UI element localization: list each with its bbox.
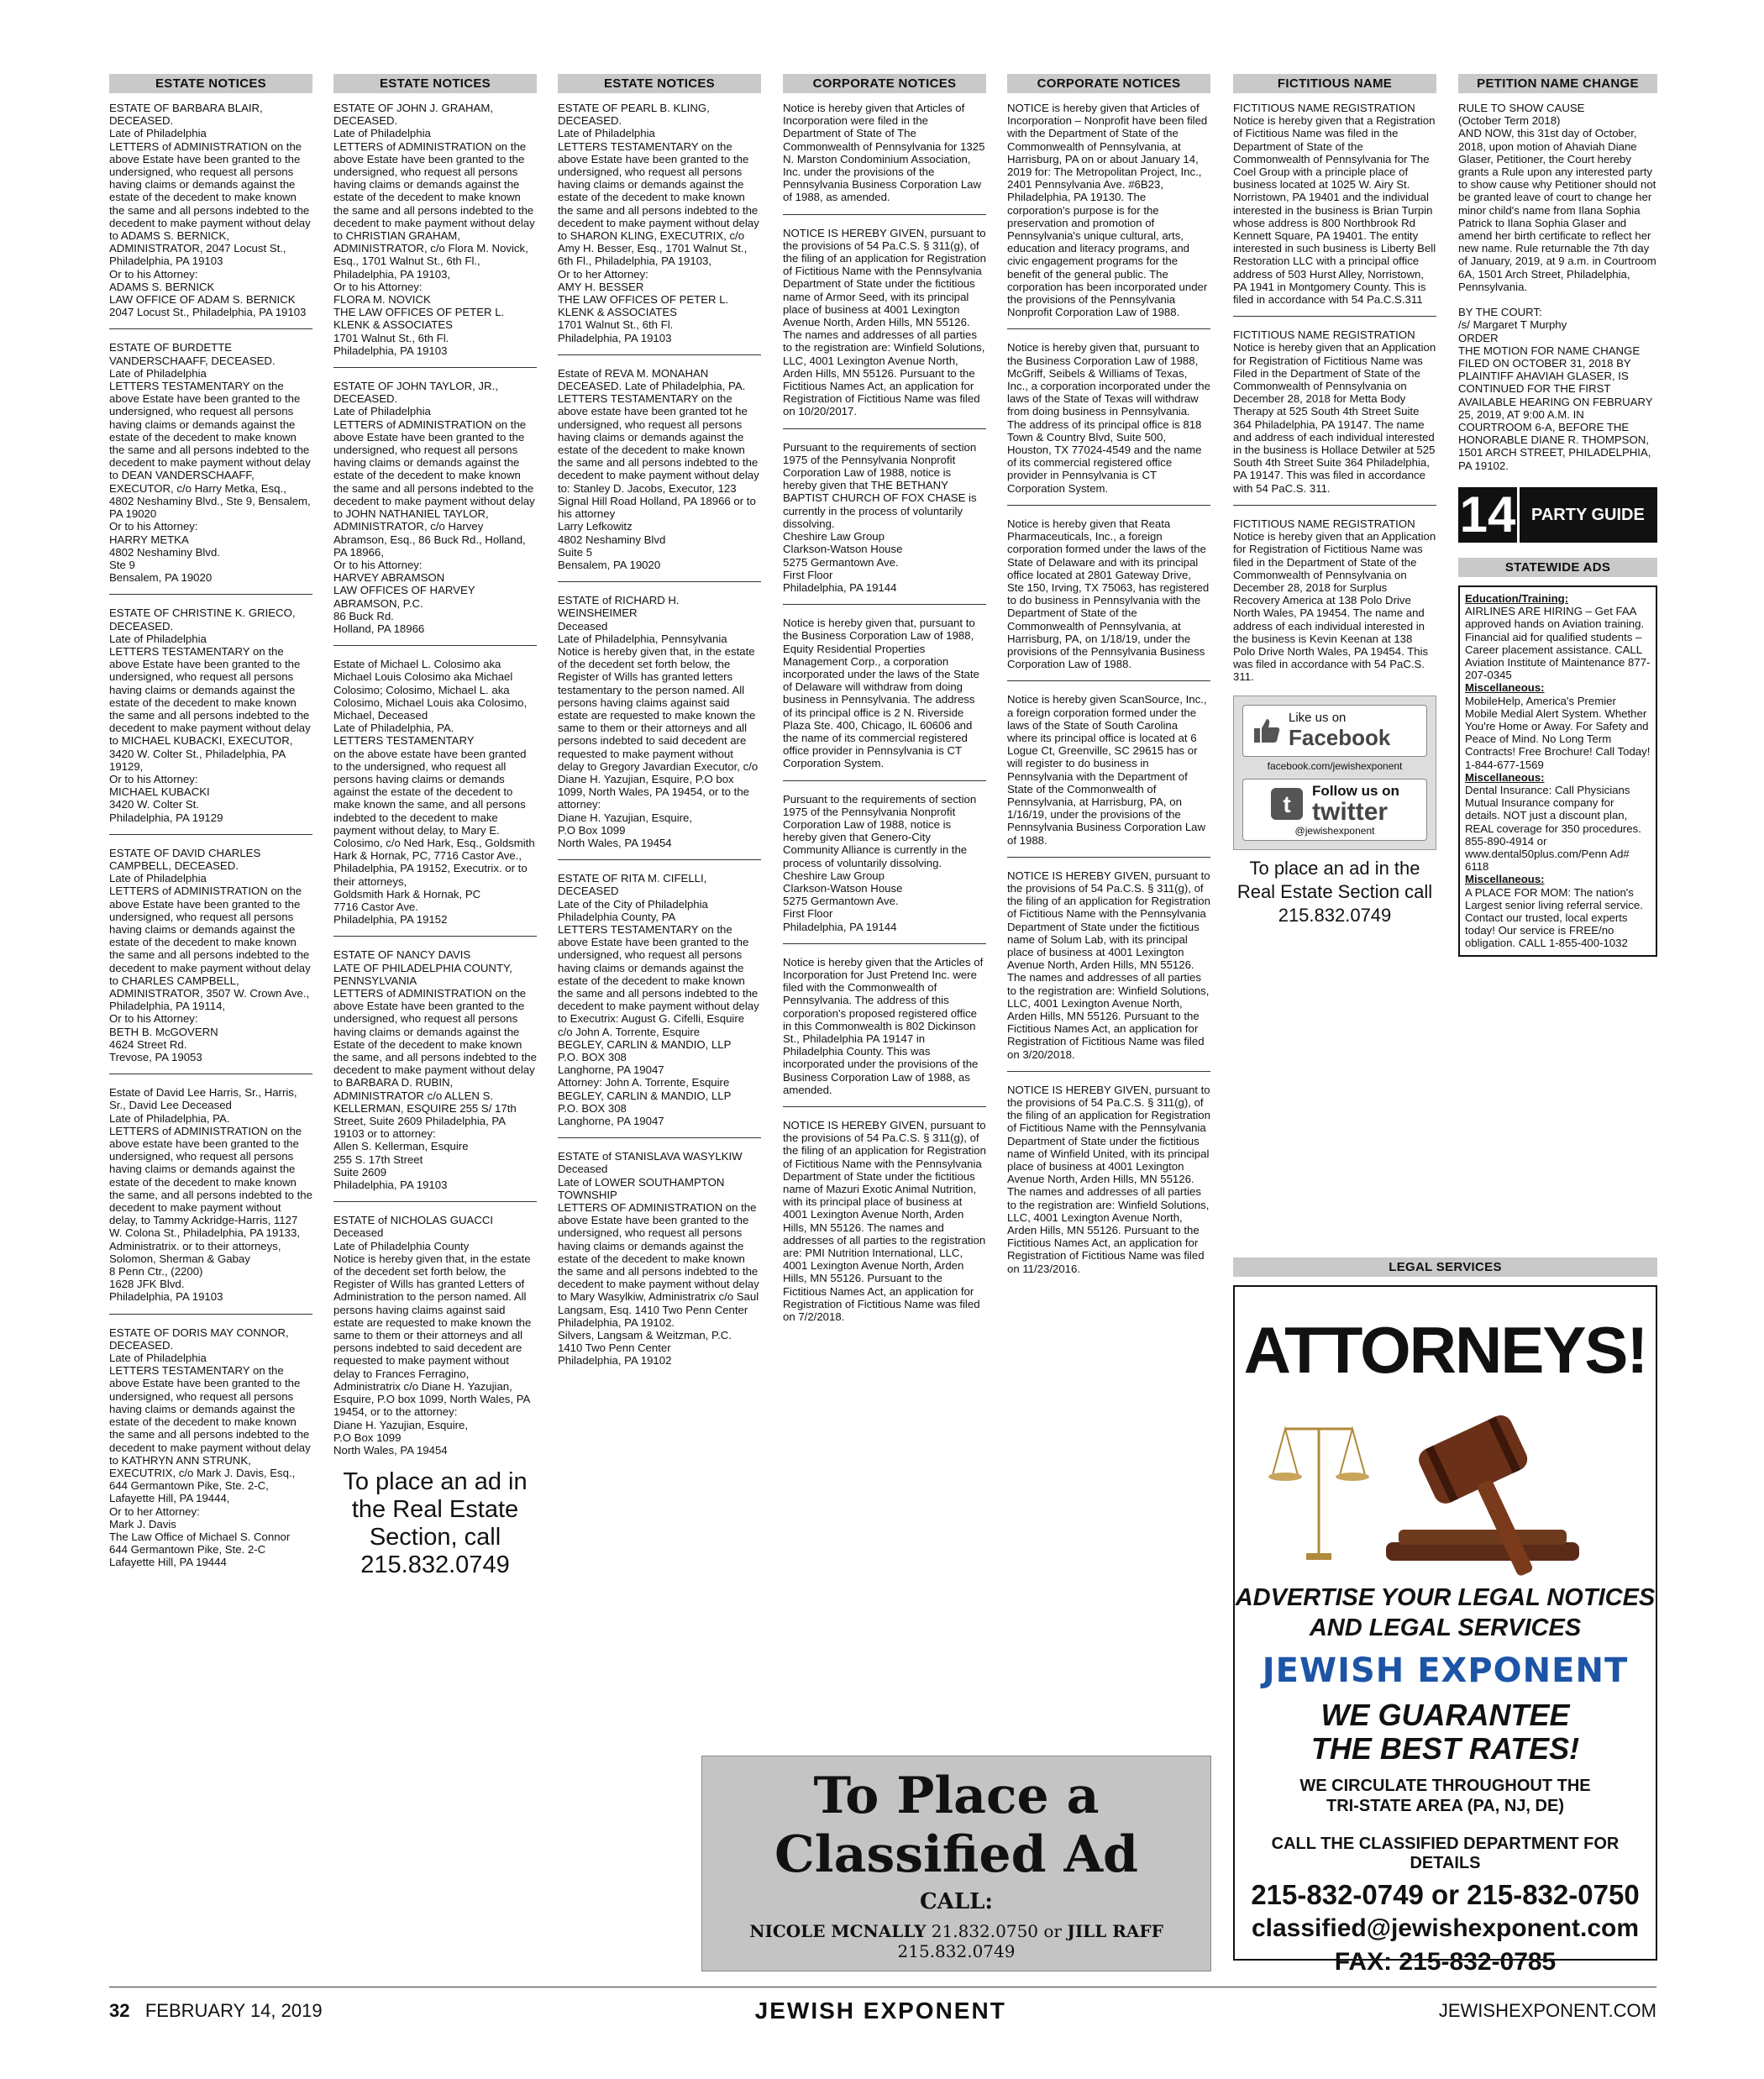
ad-category: Miscellaneous: [1465,770,1545,784]
thumbs-up-icon [1252,716,1282,746]
ad-text: MobileHelp, America's Premier Mobile Medial Alert System. Whether You're Home or Away. For Safety and Peace of Mind. No Long Term Contracts! Free Brochure! Call Today! 1-844-677-1569 [1465,694,1651,771]
real-estate-ad: To place an ad in the Real Estate Section, call 215.832.0749 [343,1468,528,1579]
statewide-ad [1465,681,1651,770]
svg-text:t: t [1283,790,1291,817]
section-header: ESTATE NOTICES [333,74,537,93]
petition-notice: RULE TO SHOW CAUSE (October Term 2018) AND NOW, this 31st day of October, 2018, upon motion of Ahaviah Diane Glaser, Petitioner, the Court hereby grants a Rule upon any interested party to show cause why Petitioner should not be granted leave of court to change her minor child's name from Ilana Sophia Patrick to Ilana Sophia Glaser and amend her birth certificate to reflect her new name. Rule returnable the 7th day of January, 2019, at 9 a.m. in Courtroom 6A, 1501 Arch Street, Philadelphia, Pennsylvania. BY THE COURT: /s/ Margaret T Murphy ORDER THE MOTION FOR NAME CHANGE FILED ON OCTOBER 31, 2018 BY PLAINTIFF AHAVIAH GLASER, IS CONTINUED FOR THE FIRST AVAILABLE HEARING ON FEBRUARY 25, 2019, AT 9:00 A.M. IN COURTROOM 6-A, BEFORE THE HONORABLE DIANE R. THOMPSON, 1501 ARCH STREET, PHILADELPHIA, PA 19102. [1458,102,1656,472]
column-estate-2 [333,74,537,1579]
ad-category: Miscellaneous: [1465,681,1545,695]
gavel-icon [1260,1395,1634,1576]
brand-logo: JEWISH EXPONENT [1262,1651,1629,1690]
circulate-line1: WE CIRCULATE THROUGHOUT THE [1299,1777,1591,1795]
ad-category: Miscellaneous: [1465,873,1545,886]
section-header: CORPORATE NOTICES [783,74,986,93]
notice-list [333,102,537,1457]
party-guide-number: 14 [1459,486,1516,543]
column-petition [1458,74,1657,957]
advertise-line2: AND LEGAL SERVICES [1309,1614,1582,1641]
corporate-notice: NOTICE is hereby given that Articles of Incorporation – Nonprofit have been filed with the Department of State of the Commonwealth of Pennsylvania, at Harrisburg, PA on or about January 14, 2019 for: The Metropolitan Project, Inc., 2401 Pennsylvania Ave. #6B23, Philadelphia, PA 19130. The corporation's purpose is for the preservation and promotion of Pennsylvania's unique cultural, arts, education and literacy programs, and civic engagement programs for the benefit of the general public. The corporation has been incorporated under the provisions of the Pennsylvania Nonprofit Corporation Law of 1988. [1007,102,1210,329]
fictitious-notice: FICTITIOUS NAME REGISTRATION Notice is hereby given that an Application for Registration of Fictitious Name was filed in the Department of State of the Commonwealth of Pennsylvania on December 28, 2018 for Surplus Recovery America at 138 Polo Drive North Wales, PA 19454. The name and address of each individual interested in the business is Kevin Keenan at 138 Polo Drive North Wales, PA 19454. This was filed in accordance with 54 PaC.S. 311. [1233,517,1436,684]
section-header: CORPORATE NOTICES [1007,74,1210,93]
section-header: ESTATE NOTICES [558,74,761,93]
like-on-label: Like us on [1289,710,1347,725]
notice-list [783,102,986,1323]
footer-left [109,2000,323,2022]
column-estate-1 [109,74,312,1581]
corporate-notice: Notice is hereby given that Articles of Incorporation were filed in the Department of State of The Commonwealth of Pennsylvania for 1325 N. Marston Condominium Association, Inc. under the provisions of the Pennsylvania Business Corporation Law of 1988, as amended. [783,102,986,215]
corporate-notice: NOTICE IS HEREBY GIVEN, pursuant to the provisions of 54 Pa.C.S. § 311(g), of the filing of an application for Registration of Fictitious Name with the Pennsylvania Department of State under the fictitious name of Mazuri Exotic Animal Nutrition, with its principal place of business at 4001 Lexington Avenue North, Arden Hills, MN 55126. The names and addresses of all parties to the registration are: PMI Nutrition International, LLC, 4001 Lexington Avenue North, Arden Hills, MN 55126. Pursuant to the Fictitious Names Act, an application for Registration of Fictitious Name was filed on 7/2/2018. [783,1119,986,1324]
column-fictitious [1233,74,1436,927]
ad-text: Dental Insurance: Call Physicians Mutual Insurance company for details. NOT just a discount plan, REAL coverage for 350 procedures. 855-890-4914 or www.dental50plus.com/Penn Ad# 6118 [1465,783,1641,874]
estate-notice: Estate of REVA M. MONAHAN DECEASED. Late of Philadelphia, PA. LETTERS TESTAMENTARY on the above estate have been granted tot he undersigned, who request all persons having claims or demands against the estate of the decedent to make known the same and all persons indebted to the decedent to make payment without delay to: Stanley D. Jacobs, Executor, 123 Signal Hill Road Holland, PA 18966 or to his attorney Larry Lefkowitz 4802 Neshaminy Blvd Suite 5 Bensalem, PA 19020 [558,367,761,582]
estate-notice: ESTATE of RICHARD H. WEINSHEIMER Deceased Late of Philadelphia, Pennsylvania Notice is hereby given that, in the estate of the decedent set forth below, the Register of Wills has granted letters testamentary to the person named. All persons having claims against said estate are requested to make known the same to them or their attorneys and all persons indebted to said decedent are requested to make payment without delay to Gregory Javardian Executor, c/o Diane H. Yazujian, Esquire, P.O box 1099, North Wales, PA 19454, or to the attorney: Diane H. Yazujian, Esquire, P.O Box 1099 North Wales, PA 19454 [558,594,761,860]
classified-title-line2: Classified Ad [774,1825,1138,1884]
guarantee-line2: THE BEST RATES! [1310,1731,1580,1766]
fax-number: FAX: 215-832-0785 [1334,1948,1557,1976]
page-footer [109,1987,1656,2024]
contact-phone: 21.832.0750 [931,1921,1039,1941]
section-header: ESTATE NOTICES [109,74,312,93]
estate-notice: ESTATE OF RITA M. CIFELLI, DECEASED Late of the City of Philadelphia Philadelphia County, PA LETTERS TESTAMENTARY on the above Estate have been granted to the undersigned, who request all persons having claims or demands against the estate of the decedent to make known the same and all persons indebted to the decedent to make payment without delay to Executrix: August G. Cifelli, Esquire c/o John A. Torrente, Esquire BEGLEY, CARLIN & MANDIO, LLP P.O. BOX 308 Langhorne, PA 19047 Attorney: John A. Torrente, Esquire BEGLEY, CARLIN & MANDIO, LLP P.O. BOX 308 Langhorne, PA 19047 [558,872,761,1138]
facebook-url[interactable]: facebook.com/jewishexponent [1267,759,1403,772]
column-corporate-2 [1007,74,1210,1287]
notice-list [109,102,312,1569]
follow-on-label: Follow us on [1312,782,1399,799]
corporate-notice: NOTICE IS HEREBY GIVEN, pursuant to the provisions of 54 Pa.C.S. § 311(g), of the filing of an application for Registration of Fictitious Name with the Pennsylvania Department of State under the fictitious name of Winfield United, with its principal place of business at 4001 Lexington Avenue North, Arden Hills, MN 55126. The names and addresses of all parties to the registration are: Winfield Solutions, LLC, 4001 Lexington Avenue North, Arden Hills, MN 55126. Pursuant to the Fictitious Names Act, an application for Registration of Fictitious Name was filed on 11/23/2016. [1007,1083,1210,1275]
estate-notice: ESTATE OF JOHN J. GRAHAM, DECEASED. Late of Philadelphia LETTERS of ADMINISTRATION on the above Estate have been granted to the undersigned, who request all persons having claims or demands against the estate of the decedent to make known the same and all persons indebted to the decedent to make payment without delay to CHRISTIAN GRAHAM, ADMINISTRATOR, c/o Flora M. Novick, Esq., 1701 Walnut St., 6th Fl., Philadelphia, PA 19103, Or to his Attorney: FLORA M. NOVICK THE LAW OFFICES OF PETER L. KLENK & ASSOCIATES 1701 Walnut St., 6th Fl. Philadelphia, PA 19103 [333,102,537,368]
fictitious-notice: FICTITIOUS NAME REGISTRATION Notice is hereby given that an Application for Registration of Fictitious Name was Filed in the Department of State of the Commonwealth of Pennsylvania on December 28, 2018 for Metta Body Therapy at 525 South 4th Street Suite 364 Philadelphia, PA 19147. The name and address of each individual interested in the business is Hollace Detwiler at 525 South 4th Street Suite 364 Philadelphia, PA 19147. This was filed in accordance with 54 PaC.S. 311. [1233,328,1436,506]
notice-list [1233,102,1436,684]
gavel-illustration [1260,1395,1630,1576]
social-box [1233,696,1436,850]
column-corporate-1 [783,74,986,1335]
website[interactable]: JEWISHEXPONENT.COM [1438,2000,1656,2021]
attorneys-title: ATTORNEYS! [1243,1313,1647,1387]
section-header: PETITION NAME CHANGE [1458,74,1657,93]
statewide-ad [1465,592,1651,681]
twitter-follow-button[interactable] [1242,779,1427,841]
contact-name: JILL RAFF [1067,1921,1163,1941]
attorneys-ad [1233,1285,1657,1976]
facebook-label: Facebook [1289,724,1391,750]
section-header: LEGAL SERVICES [1233,1257,1657,1277]
statewide-ad [1465,771,1651,874]
column-estate-3 [558,74,761,1379]
estate-notice: ESTATE of NICHOLAS GUACCI Deceased Late of Philadelphia County Notice is hereby given that, in the estate of the decedent set forth below, the Register of Wills has granted Letters of Administration to the person named. All persons having claims against said estate are requested to make known the same to them or their attorneys and all persons indebted to said decedent are requested to make payment without delay to Frances Ferragino, Administratrix c/o Diane H. Yazujian, Esquire, P.O box 1099, North Wales, PA 19454, or to the attorney: Diane H. Yazujian, Esquire, P.O Box 1099 North Wales, PA 19454 [333,1214,532,1457]
corporate-notice: Notice is hereby given ScanSource, Inc., a foreign corporation formed under the laws of the State of South Carolina where its principal office is located at 6 Logue Ct, Greenville, SC 29615 has or will register to do business in Pennsylvania with the Department of State of the Commonwealth of Pennsylvania, at Harrisburg, PA, on 1/16/19, under the provisions of the Pennsylvania Business Corporation Law of 1988. [1007,693,1210,857]
legal-services-section [1233,1257,1657,1976]
email-link[interactable]: classified@jewishexponent.com [1251,1914,1640,1942]
estate-notice: ESTATE OF PEARL B. KLING, DECEASED. Late of Philadelphia LETTERS TESTAMENTARY on the above Estate have been granted to the undersigned, who request all persons having claims or demands against the estate of the decedent to make known the same and all persons indebted to the decedent to make payment without delay to SHARON KLING, EXECUTRIX, c/o Amy H. Besser, Esq., 1701 Walnut St., 6th Fl., Philadelphia, PA 19103, Or to her Attorney: AMY H. BESSER THE LAW OFFICES OF PETER L. KLENK & ASSOCIATES 1701 Walnut St., 6th Fl. Philadelphia, PA 19103 [558,102,761,355]
corporate-notice: Notice is hereby given that, pursuant to the Business Corporation Law of 1988, McGriff, Seibels & Williams of Texas, Inc., a corporation incorporated under the laws of the State of Texas will withdraw from doing business in Pennsylvania. The address of its principal office is 818 Town & Country Blvd, Suite 500, Houston, TX 77024-4549 and the name of its commercial registered office provider in Pennsylvania is CT Corporation System. [1007,341,1210,505]
notice-list [1007,102,1210,1275]
twitter-icon [1270,787,1304,821]
ad-text: AIRLINES ARE HIRING – Get FAA approved hands on Aviation training. Financial aid for qualified students – Career placement assistance. CALL Aviation Institute of Maintenance 877-207-0345 [1465,605,1651,682]
ad-text: A PLACE FOR MOM: The nation's Largest senior living referral service. Contact our trusted, local experts today! Our service is FREE/no obligation. CALL 1-855-400-1032 [1465,885,1643,950]
estate-notice: ESTATE OF DORIS MAY CONNOR, DECEASED. Late of Philadelphia LETTERS TESTAMENTARY on the above Estate have been granted to the undersigned, who request all persons having claims or demands against the estate of the decedent to make known the same and all persons indebted to the decedent to make payment without delay to KATHRYN ANN STRUNK, EXECUTRIX, c/o Mark J. Davis, Esq., 644 Germantown Pike, Ste. 2-C, Lafayette Hill, PA 19444, Or to her Attorney: Mark J. Davis The Law Office of Michael S. Connor 644 Germantown Pike, Ste. 2-C Lafayette Hill, PA 19444 [109,1326,311,1569]
classified-ad-box [701,1756,1211,1971]
page-number: 32 [109,2000,130,2021]
corporate-notice: NOTICE IS HEREBY GIVEN, pursuant to the provisions of 54 Pa.C.S. § 311(g), of the filing of an application for Registration of Fictitious Name with the Pennsylvania Department of State under the fictitious name of Solum Lab, with its principal place of business at 4001 Lexington Avenue North, Arden Hills, MN 55126. The names and addresses of all parties to the registration are: Winfield Solutions, LLC, 4001 Lexington Avenue North, Arden Hills, MN 55126. Pursuant to the Fictitious Names Act, an application for Registration of Fictitious Name was filed on 3/20/2018. [1007,869,1210,1072]
statewide-ad [1465,873,1651,949]
notice-list [558,102,761,1368]
twitter-label: twitter [1312,797,1389,826]
estate-notice: ESTATE OF JOHN TAYLOR, JR., DECEASED. Late of Philadelphia LETTERS of ADMINISTRATION on the above Estate have been granted to the undersigned, who request all persons having claims or demands against the estate of the decedent to make known the same and all persons indebted to the decedent to make payment without delay to JOHN NATHANIEL TAYLOR, ADMINISTRATOR, c/o Harvey Abramson, Esq., 86 Buck Rd., Holland, PA 18966, Or to his Attorney: HARVEY ABRAMSON LAW OFFICES OF HARVEY ABRAMSON, P.C. 86 Buck Rd. Holland, PA 18966 [333,380,537,646]
publication-title: JEWISH EXPONENT [754,1998,1006,2024]
guarantee-line1: WE GUARANTEE [1320,1698,1570,1732]
estate-notice: Estate of David Lee Harris, Sr., Harris, Sr., David Lee Deceased Late of Philadelphia, PA. LETTERS of ADMINISTRATION on the above estate have been granted to the undersigned, who request all persons having claims or demands against the estate of the decedent to make known the same, and all persons indebted to the decedent to make payment without delay, to Tammy Ackridge-Harris, 1127 W. Colona St., Philadelphia, PA 19133, Administratrix. or to their attorneys, Solomon, Sherman & Gabay 8 Penn Ctr., (2200) 1628 JFK Blvd. Philadelphia, PA 19103 [109,1086,312,1314]
estate-notice: ESTATE OF BARBARA BLAIR, DECEASED. Late of Philadelphia LETTERS of ADMINISTRATION on the above Estate have been granted to the undersigned, who request all persons having claims or demands against the estate of the decedent to make known the same and all persons indebted to the decedent to make payment without delay to ADAMS S. BERNICK, ADMINISTRATOR, 2047 Locust St., Philadelphia, PA 19103 Or to his Attorney: ADAMS S. BERNICK LAW OFFICE OF ADAM S. BERNICK 2047 Locust St., Philadelphia, PA 19103 [109,102,312,329]
estate-notice: ESTATE OF DAVID CHARLES CAMPBELL, DECEASED. Late of Philadelphia LETTERS of ADMINISTRATION on the above Estate have been granted to the undersigned, who request all persons having claims or demands against the estate of the decedent to make known the same and all persons indebted to the decedent to make payment without delay to CHARLES CAMPBELL, ADMINISTRATOR, 3507 W. Crown Ave., Philadelphia, PA 19114, Or to his Attorney: BETH B. McGOVERN 4624 Street Rd. Trevose, PA 19053 [109,847,312,1074]
facebook-like-button[interactable] [1242,705,1427,757]
twitter-handle: @jewishexponent [1294,824,1375,837]
corporate-notice: Notice is hereby given that Reata Pharmaceuticals, Inc., a foreign corporation formed under the laws of the State of Delaware and with its principal office located at 2801 Gateway Drive, Ste 150, Irving, TX 75063, has registered to do business in Pennsylvania with the Department of State of the Commonwealth of Pennsylvania, at Harrisburg, PA, on 1/18/19, under the provisions of the Pennsylvania Business Corporation Law of 1988. [1007,517,1210,681]
statewide-ads [1458,585,1657,957]
fictitious-notice: FICTITIOUS NAME REGISTRATION Notice is hereby given that a Registration of Fictitious Name was filed in the Department of State of the Commonwealth of Pennsylvania for The Coel Group with a principle place of business located at 1025 W. Airy St. Norristown, PA 19401 and the individual interested in the business is Brian Turpin whose address is 800 Northbrook Rd Kennett Square, PA 19401. The entity interested in such business is Liberty Bell Restoration LLC with a principal office address of 503 Hurst Alley, Norristown, PA 1941 in Montgomery County. This is filed in accordance with 54 Pa.C.S.311 [1233,102,1436,317]
corporate-notice: Pursuant to the requirements of section 1975 of the Pennsylvania Nonprofit Corporation Law of 1988, notice is hereby given that THE BETHANY BAPTIST CHURCH OF FOX CHASE is currently in the process of voluntarily dissolving. Cheshire Law Group Clarkson-Watson House 5275 Germantown Ave. First Floor Philadelphia, PA 19144 [783,441,986,605]
corporate-notice: NOTICE IS HEREBY GIVEN, pursuant to the provisions of 54 Pa.C.S. § 311(g), of the filing of an application for Registration of Fictitious Name with the Pennsylvania Department of State under the fictitious name of Armor Seed, with its principal place of business at 4001 Lexington Avenue North, Arden Hills, MN 55126. The names and addresses of all parties to the registration are: Winfield Solutions, LLC, 4001 Lexington Avenue North, Arden Hills, MN 55126. Pursuant to the Fictitious Names Act, an application for Registration of Fictitious Name was filed on 10/20/2017. [783,227,986,429]
section-header: FICTITIOUS NAME [1233,74,1436,93]
corporate-notice: Pursuant to the requirements of section 1975 of the Pennsylvania Nonprofit Corporation Law of 1988, notice is hereby given that Genero-City Community Alliance is currently in the process of voluntarily dissolving. Cheshire Law Group Clarkson-Watson House 5275 Germantown Ave. First Floor Philadelphia, PA 19144 [783,793,986,944]
phone-numbers[interactable]: 215-832-0749 or 215-832-0750 [1251,1879,1640,1910]
advertise-line1: ADVERTISE YOUR LEGAL NOTICES [1235,1584,1656,1611]
party-guide-label: PARTY GUIDE [1517,487,1657,543]
estate-notice: ESTATE OF NANCY DAVIS LATE OF PHILADELPHIA COUNTY, PENNSYLVANIA LETTERS of ADMINISTRATION on the above Estate have been granted to the undersigned, who request all persons having claims or demands against the Estate of the decedent to make known the same, and all persons indebted to the decedent to make payment without delay to BARBARA D. RUBIN, ADMINISTRATOR c/o ALLEN S. KELLERMAN, ESQUIRE 255 S/ 17th Street, Suite 2609 Philadelphia, PA 19103 or to attorney: Allen S. Kellerman, Esquire 255 S. 17th Street Suite 2609 Philadelphia, PA 19103 [333,948,537,1202]
section-header: STATEWIDE ADS [1458,558,1657,577]
estate-notice: ESTATE of STANISLAVA WASYLKIW Deceased Late of LOWER SOUTHAMPTON TOWNSHIP LETTERS OF ADMINISTRATION on the above Estate have been granted to the undersigned, who request all persons having claims or demands against the estate of the decedent to make known the same and all persons indebted to the decedent to make payment without delay to Mary Wasylkiw, Administratrix c/o Saul Langsam, Esq. 1410 Two Penn Center Philadelphia, PA 19102. Silvers, Langsam & Weitzman, P.C. 1410 Two Penn Center Philadelphia, PA 19102 [558,1150,759,1368]
circulate-line2: TRI-STATE AREA (PA, NJ, DE) [1326,1797,1564,1815]
estate-notice: ESTATE OF BURDETTE VANDERSCHAAFF, DECEASED. Late of Philadelphia LETTERS TESTAMENTARY on the above Estate have been granted to the undersigned, who request all persons having claims or demands against the estate of the decedent to make known the same and all persons indebted to the decedent to make payment without delay to DEAN VANDERSCHAAFF, EXECUTOR, c/o Harry Metka, Esq., 4802 Neshaminy Blvd., Ste 9, Bensalem, PA 19020 Or to his Attorney: HARRY METKA 4802 Neshaminy Blvd. Ste 9 Bensalem, PA 19020 [109,341,312,595]
contact-phone: 215.832.0749 [897,1941,1016,1961]
or-label: or [1043,1921,1062,1941]
estate-notice: Estate of Michael L. Colosimo aka Michael Louis Colosimo aka Michael Colosimo; Colosimo, Michael L. aka Colosimo, Michael Louis aka Colosimo, Michael, Deceased Late of Philadelphia, PA. LETTERS TESTAMENTARY on the above estate have been granted to the undersigned, who request all persons having claims or demands against the estate of the decedent to make known the same, and all persons indebted to the decedent to make payment without delay, to Mary E. Colosimo, c/o Ned Hark, Esq., Goldsmith Hark & Hornak, PC, 7716 Castor Ave., Philadelphia, PA 19152, Executrix. or to their attorneys, Goldsmith Hark & Hornak, PC 7716 Castor Ave. Philadelphia, PA 19152 [333,658,537,937]
classified-title-line1: To Place a [813,1767,1100,1825]
classified-call-label: CALL: [919,1889,994,1914]
estate-notice: ESTATE OF CHRISTINE K. GRIECO, DECEASED. Late of Philadelphia LETTERS TESTAMENTARY on the above Estate have been granted to the undersigned, who request all persons having claims or demands against the estate of the decedent to make known the same and all persons indebted to the decedent to make payment without delay to MICHAEL KUBACKI, EXECUTOR, 3420 W. Colter St., Philadelphia, PA 19129, Or to his Attorney: MICHAEL KUBACKI 3420 W. Colter St. Philadelphia, PA 19129 [109,606,312,834]
call-classified: CALL THE CLASSIFIED DEPARTMENT FOR DETAILS [1271,1835,1620,1872]
corporate-notice: Notice is hereby given that the Articles of Incorporation for Just Pretend Inc. were filed with the Commonwealth of Pennsylvania. The address of this corporation's proposed registered office in this Commonwealth is 802 Dickinson St., Philadelphia PA 19147 in Philadelphia County. This was incorporated under the provisions of the Business Corporation Law of 1988, as amended. [783,956,986,1107]
contact-name: NICOLE MCNALLY [749,1921,927,1941]
issue-date: FEBRUARY 14, 2019 [144,2000,323,2021]
party-guide-banner[interactable] [1458,487,1657,543]
ad-category: Education/Training: [1465,591,1569,605]
classified-contacts [702,1921,1210,1961]
corporate-notice: Notice is hereby given that, pursuant to the Business Corporation Law of 1988, Equity Residential Properties Management Corp., a corporation incorporated under the laws of the State of Delaware will withdraw from doing business in Pennsylvania. The address of its principal office is 2 N. Riverside Plaza Ste. 400, Chicago, IL 60606 and the name of its commercial registered office provider in Pennsylvania is CT Corporation System. [783,617,986,780]
real-estate-ad: To place an ad in the Real Estate Section call 215.832.0749 [1236,857,1433,926]
